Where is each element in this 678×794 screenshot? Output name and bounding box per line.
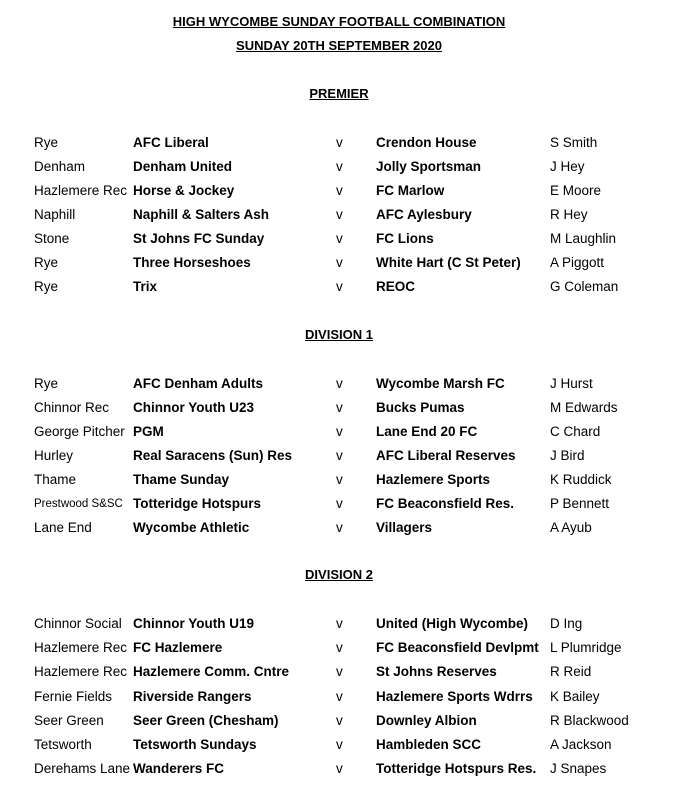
away-team: United (High Wycombe) [376,616,529,631]
venue: Prestwood S&SC [34,498,123,510]
versus: v [336,616,343,631]
away-team: White Hart (C St Peter) [376,255,521,270]
away-team: Lane End 20 FC [376,424,478,439]
referee: R Blackwood [550,713,629,728]
referee: S Smith [550,135,598,150]
home-team: Three Horseshoes [133,255,251,270]
away-team: St Johns Reserves [376,664,497,679]
away-team: Wycombe Marsh FC [376,376,505,391]
venue: Hazlemere Rec [34,664,128,679]
fixture-row [0,736,678,758]
referee: R Reid [550,664,592,679]
referee: R Hey [550,207,588,222]
home-team: Naphill & Salters Ash [133,207,270,222]
away-team: Jolly Sportsman [376,159,482,174]
versus: v [336,279,343,294]
home-team: Chinnor Youth U19 [133,616,254,631]
venue: Tetsworth [34,737,92,752]
fixture-row [0,134,678,156]
venue: Rye [34,376,59,391]
away-team: Bucks Pumas [376,400,465,415]
home-team: AFC Liberal [133,135,209,150]
home-team: AFC Denham Adults [133,376,264,391]
away-team: FC Beaconsfield Devlpmt [376,640,539,655]
referee: D Ing [550,616,583,631]
home-team: Thame Sunday [133,472,230,487]
fixture-row [0,688,678,710]
referee: A Ayub [550,520,592,535]
fixture-row [0,375,678,397]
fixture-row [0,663,678,685]
venue: George Pitcher [34,424,125,439]
versus: v [336,183,343,198]
venue: Seer Green [34,713,104,728]
home-team: FC Hazlemere [133,640,223,655]
fixture-row [0,206,678,228]
referee: M Laughlin [550,231,617,246]
fixture-row [0,278,678,300]
fixture-row [0,519,678,541]
home-team: PGM [133,424,164,439]
referee: J Snapes [550,761,607,776]
venue: Rye [34,255,59,270]
referee: A Jackson [550,737,612,752]
fixture-row [0,423,678,445]
versus: v [336,231,343,246]
fixture-row [0,615,678,637]
fixture-row [0,760,678,782]
referee: G Coleman [550,279,619,294]
referee: J Bird [550,448,585,463]
fixture-row [0,712,678,734]
versus: v [336,448,343,463]
venue: Thame [34,472,77,487]
referee: K Ruddick [550,472,612,487]
away-team: FC Lions [376,231,434,246]
away-team: Totteridge Hotspurs Res. [376,761,537,776]
venue: Denham [34,159,86,174]
venue: Hazlemere Rec [34,640,128,655]
venue: Rye [34,135,59,150]
referee: P Bennett [550,496,610,511]
fixture-row [0,158,678,180]
versus: v [336,496,343,511]
fixture-row [0,471,678,493]
home-team: Trix [133,279,158,294]
away-team: Hambleden SCC [376,737,482,752]
home-team: Real Saracens (Sun) Res [133,448,293,463]
document-title: HIGH WYCOMBE SUNDAY FOOTBALL COMBINATION [172,14,506,29]
versus: v [336,255,343,270]
versus: v [336,664,343,679]
home-team: Denham United [133,159,233,174]
referee: K Bailey [550,689,600,704]
referee: J Hey [550,159,585,174]
home-team: Wycombe Athletic [133,520,250,535]
away-team: Hazlemere Sports Wdrrs [376,689,533,704]
referee: J Hurst [550,376,593,391]
venue: Stone [34,231,70,246]
versus: v [336,400,343,415]
referee: M Edwards [550,400,618,415]
versus: v [336,135,343,150]
referee: A Piggott [550,255,605,270]
home-team: Chinnor Youth U23 [133,400,254,415]
venue: Lane End [34,520,92,535]
away-team: REOC [376,279,416,294]
referee: C Chard [550,424,601,439]
away-team: Hazlemere Sports [376,472,491,487]
versus: v [336,640,343,655]
away-team: FC Beaconsfield Res. [376,496,515,511]
referee: E Moore [550,183,602,198]
versus: v [336,737,343,752]
away-team: Villagers [376,520,433,535]
home-team: St Johns FC Sunday [133,231,265,246]
home-team: Horse & Jockey [133,183,235,198]
home-team: Totteridge Hotspurs [133,496,261,511]
versus: v [336,424,343,439]
document-date: SUNDAY 20TH SEPTEMBER 2020 [236,38,442,53]
versus: v [336,472,343,487]
versus: v [336,713,343,728]
versus: v [336,376,343,391]
venue: Derehams Lane [34,761,131,776]
fixture-row [0,182,678,204]
venue: Fernie Fields [34,689,113,704]
venue: Chinnor Rec [34,400,110,415]
fixture-row [0,230,678,252]
section-heading-division-2: DIVISION 2 [305,567,373,582]
away-team: Downley Albion [376,713,477,728]
fixture-row [0,639,678,661]
versus: v [336,159,343,174]
section-heading-premier: PREMIER [309,86,369,101]
fixture-row [0,495,678,517]
versus: v [336,207,343,222]
away-team: FC Marlow [376,183,445,198]
versus: v [336,520,343,535]
home-team: Wanderers FC [133,761,225,776]
fixture-row [0,447,678,469]
fixture-row [0,399,678,421]
fixture-row [0,254,678,276]
home-team: Tetsworth Sundays [133,737,257,752]
venue: Chinnor Social [34,616,122,631]
venue: Hazlemere Rec [34,183,128,198]
home-team: Hazlemere Comm. Cntre [133,664,290,679]
away-team: AFC Liberal Reserves [376,448,516,463]
venue: Naphill [34,207,76,222]
versus: v [336,761,343,776]
venue: Hurley [34,448,74,463]
away-team: Crendon House [376,135,477,150]
away-team: AFC Aylesbury [376,207,472,222]
section-heading-division-1: DIVISION 1 [305,327,373,342]
versus: v [336,689,343,704]
referee: L Plumridge [550,640,622,655]
venue: Rye [34,279,59,294]
home-team: Riverside Rangers [133,689,252,704]
home-team: Seer Green (Chesham) [133,713,279,728]
